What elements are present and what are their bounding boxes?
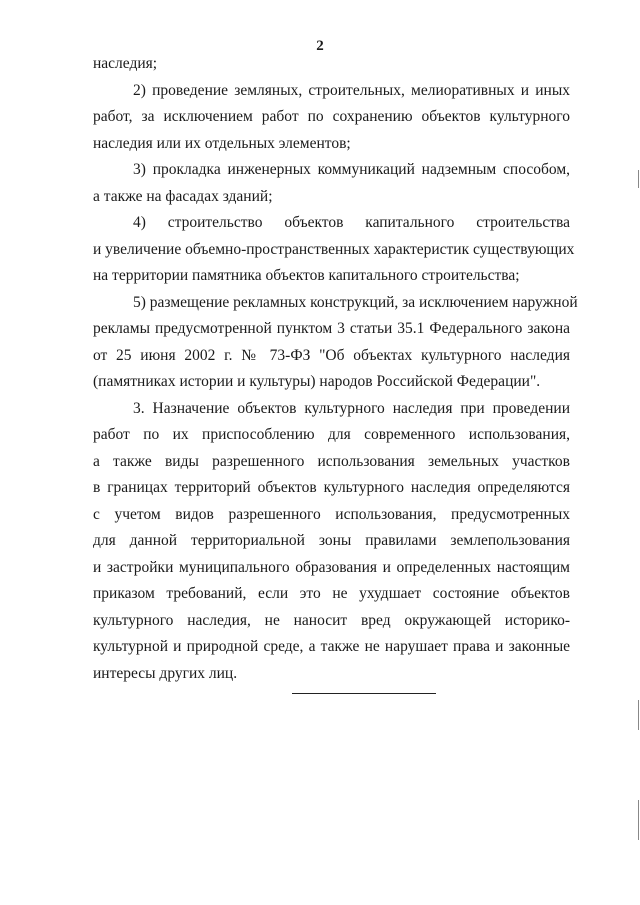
scan-edge-mark: [638, 700, 639, 730]
text-line: работ по их приспособлению для современного использования,: [93, 426, 570, 443]
text-line: от 25 июня 2002 г. № 73-ФЗ "Об объектах культурного наследия: [93, 346, 570, 364]
text-line: 3. Назначение объектов культурного наследия при проведении: [133, 399, 570, 417]
text-line: культурной и природной среде, а также не нарушает права и законные: [93, 638, 570, 655]
text-line: наследия;: [93, 55, 158, 72]
text-line: (памятниках истории и культуры) народов Российской Федерации".: [93, 373, 541, 390]
text-line: интересы других лиц.: [93, 664, 238, 682]
closing-rule: [292, 693, 436, 694]
text-line: и увеличение объемно-пространственных характеристик существующих: [93, 240, 575, 258]
text-line: рекламы предусмотренной пунктом 3 статьи 35.1 Федерального закона: [93, 320, 570, 337]
text-line: а также на фасадах зданий;: [93, 187, 273, 205]
text-line: приказом требований, если это не ухудшает состояние объектов: [93, 585, 570, 602]
text-line: работ, за исключением работ по сохранению объектов культурного: [93, 108, 570, 125]
text-line: в границах территорий объектов культурного наследия определяются: [93, 479, 570, 496]
scan-edge-mark: [638, 170, 639, 188]
text-line: с учетом видов разрешенного использования, предусмотренных: [93, 505, 570, 523]
text-line: наследия или их отдельных элементов;: [93, 134, 351, 152]
text-line: культурного наследия, не наносит вред окружающей историко-: [93, 611, 570, 629]
text-line: 4) строительство объектов капитального строительства: [133, 214, 570, 231]
text-line: 2) проведение земляных, строительных, мелиоративных и иных: [133, 81, 570, 99]
text-line: для данной территориальной зоны правилами землепользования: [93, 532, 570, 549]
text-line: 5) размещение рекламных конструкций, за исключением наружной: [133, 293, 578, 311]
text-line: 3) прокладка инженерных коммуникаций надземным способом,: [133, 161, 570, 178]
page-number: 2: [316, 38, 324, 54]
scan-edge-mark: [638, 800, 639, 840]
text-line: на территории памятника объектов капитального строительства;: [93, 267, 520, 284]
document-body: [93, 51, 578, 687]
text-line: и застройки муниципального образования и определенных настоящим: [93, 558, 570, 576]
text-line: а также виды разрешенного использования земельных участков: [93, 452, 570, 470]
